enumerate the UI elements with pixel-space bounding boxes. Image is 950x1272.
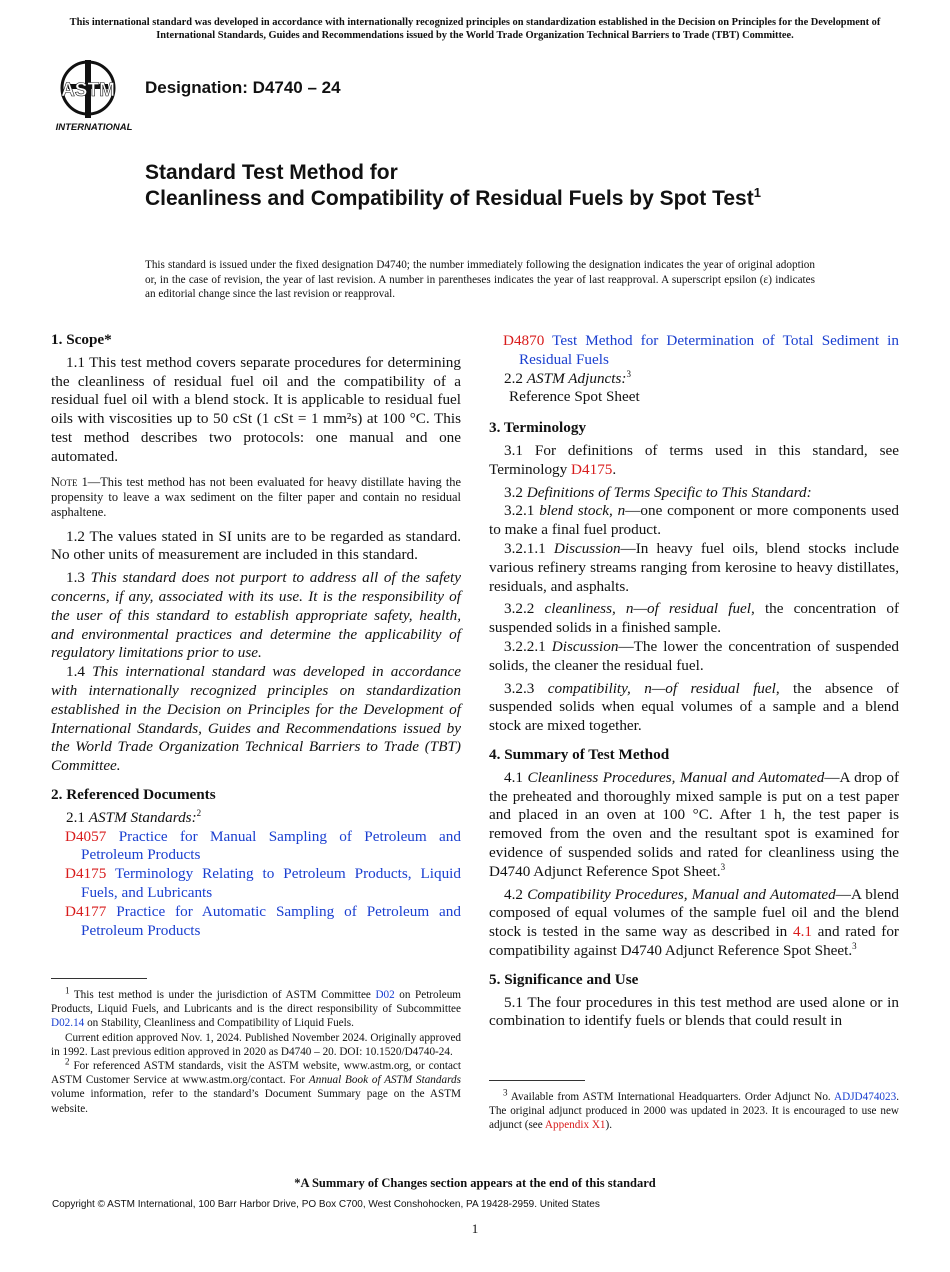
- committee-link[interactable]: D02: [375, 989, 395, 1001]
- para-1-1: 1.1 This test method covers separate procedures for determining the cleanliness of residual fuel oil and the compatibility of a residual fuel oil with a blend stock. It is applicable to residual fuel oils with viscosities up to 50 cSt (1 cSt = 1 mm²s) at 100 °C. This test method describes two protocols: one manual and one automated.: [51, 353, 461, 465]
- ref-d4057: [51, 828, 461, 866]
- section-heading-significance: 5. Significance and Use: [489, 970, 639, 988]
- para-1-2: 1.2 The values stated in SI units are to be regarded as standard. No other units of measurement are included in this standard.: [51, 527, 461, 564]
- svg-text:INTERNATIONAL: INTERNATIONAL: [55, 122, 133, 133]
- para-3-2-1-1: 3.2.1.1 Discussion—In heavy fuel oils, blend stocks include various refinery streams ranging from kerosine to heavy distillates, residuals, and asphalts.: [489, 539, 900, 595]
- para-3-2-2-1: 3.2.2.1 Discussion—The lower the concentration of suspended solids, the cleaner the residual fuel.: [489, 637, 899, 674]
- section-heading-referenced-documents: 2. Referenced Documents: [51, 785, 216, 803]
- ref-d4175: [51, 865, 461, 903]
- footnote-1: $^1$ This test method is under the jurisdiction of ASTM Committee D02 on Petroleum Products, Liquid Fuels, and Lubricants and is the direct responsibility of Subcommittee D02.14 on Stability, Cleanliness and Compatibility of Liquid Fuels.: [51, 985, 461, 1030]
- para-1-3: 1.3 This standard does not purport to address all of the safety concerns, if any, associated with its use. It is the responsibility of the user of this standard to establish appropriate safety, health, and environmental practices and determine the applicability of regulatory limitations prior to use.: [51, 569, 462, 662]
- designation: Designation: D4740 – 24: [145, 78, 341, 97]
- svg-text:ASTM: ASTM: [61, 80, 115, 101]
- para-2-2: 2.2 ASTM Adjuncts:$^3$: [504, 368, 631, 387]
- ref-code-link[interactable]: D4057: [65, 827, 107, 845]
- footnote-rule-left: [51, 978, 147, 979]
- title-line-1: Standard Test Method for: [145, 161, 398, 184]
- para-1-4: 1.4 This international standard was developed in accordance with internationally recognized principles on standardization established in the Decision on Principles for the Development of International Standards, Guides and Recommendations issued by the World Trade Organization Technical Barriers to Trade (TBT) Committee.: [51, 663, 462, 775]
- ref-title-link[interactable]: Practice for Automatic Sampling of Petroleum and Petroleum Products: [81, 902, 461, 939]
- right-column: [489, 332, 899, 1031]
- section-heading-terminology: 3. Terminology: [489, 419, 587, 437]
- para-3-2-1: 3.2.1 blend stock, n—one component or more components used to make a final fuel product.: [489, 502, 899, 539]
- section-heading-summary: 4. Summary of Test Method: [489, 745, 670, 763]
- top-notice: This international standard was developed in accordance with internationally recognized principles on standardization established in the Decision on Principles for the Development of International Standards, Guides and Recommendations issued by the World Trade Organization Technical Barriers to Trade (TBT) Committee.: [69, 17, 881, 41]
- para-4-2: 4.2 Compatibility Procedures, Manual and Automated—A blend composed of equal volumes of the sample fuel oil and the blend stock is tested in the same way as described in 4.1 and rated for compatibility against D4740 Adjunct Reference Spot Sheet.$^3$: [489, 885, 900, 959]
- para-5-1: 5.1 The four procedures in this test method are used alone or in combination to identify fuels or blends that could result in: [489, 993, 899, 1030]
- para-3-2: 3.2 Definitions of Terms Specific to This Standard:: [504, 483, 812, 501]
- para-3-2-3: 3.2.3 compatibility, n—of residual fuel, the absence of suspended solids when equal volumes of a sample and a blend stock are mixed together.: [489, 679, 899, 735]
- footnote-1-edition: Current edition approved Nov. 1, 2024. Published November 2024. Originally approved in 1992. Last previous edition approved in 2020 as D4740 – 20. DOI: 10.1520/D4740-24.: [51, 1031, 461, 1058]
- footnote-rule-right: [489, 1080, 585, 1081]
- ref-title-link[interactable]: Terminology Relating to Petroleum Products, Liquid Fuels, and Lubricants: [81, 865, 461, 901]
- ref-title-link[interactable]: Test Method for Determination of Total Sediment in Residual Fuels: [519, 332, 899, 368]
- para-3-2-2: 3.2.2 cleanliness, n—of residual fuel, the concentration of suspended solids in a finished sample.: [489, 600, 900, 637]
- ref-code-link[interactable]: D4870: [503, 332, 545, 349]
- ref-d4177: [51, 903, 461, 941]
- adjunct-order-link[interactable]: ADJD474023: [834, 1091, 897, 1103]
- summary-of-changes-note: *A Summary of Changes section appears at the end of this standard: [294, 1176, 656, 1190]
- ref-code-link[interactable]: D4175: [65, 865, 107, 883]
- issued-note: This standard is issued under the fixed designation D4740; the number immediately following the designation indicates the year of original adoption or, in the case of revision, the year of last revision. A number in parentheses indicates the year of last reapproval. A superscript epsilon (ε) indicates an editorial change since the last revision or reapproval.: [145, 259, 815, 300]
- title-footnote-marker: 1: [753, 185, 761, 200]
- ref-code-link[interactable]: D4177: [65, 902, 107, 920]
- para-4-1: 4.1 Cleanliness Procedures, Manual and Automated—A drop of the preheated and thoroughly mixed sample is put on a test paper and placed in an oven at 100 °C. After 1 h, the test paper is removed from the oven and the resultant spot is examined for evidence of suspended solids and rated for cleanliness using the D4740 Adjunct Reference Spot Sheet.$^3$: [489, 768, 900, 880]
- para-3-1: 3.1 For definitions of terms used in this standard, see Terminology D4175.: [489, 441, 899, 478]
- copyright: Copyright © ASTM International, 100 Barr Harbor Drive, PO Box C700, West Conshohocken, PA 19428-2959. United States: [52, 1199, 600, 1210]
- title-line-2: Cleanliness and Compatibility of Residual Fuels by Spot Test$^1$: [145, 185, 761, 210]
- para-2-1: 2.1 ASTM Standards:$^2$: [66, 807, 202, 826]
- ref-d4870: [489, 332, 899, 370]
- footnote-2: $^2$ For referenced ASTM standards, visit the ASTM website, www.astm.org, or contact ASTM Customer Service at www.astm.org/contact. For Annual Book of ASTM Standards volume information, refer to the standard’s Document Summary page on the ASTM website.: [51, 1056, 461, 1115]
- footnotes-right: [489, 1087, 899, 1133]
- appendix-x1-link[interactable]: Appendix X1: [544, 1119, 606, 1132]
- adjunct-item: Reference Spot Sheet: [509, 388, 640, 406]
- page-number: 1: [471, 1221, 479, 1236]
- d4175-link[interactable]: D4175: [571, 460, 613, 478]
- footnote-3: $^3$ Available from ASTM International Headquarters. Order Adjunct No. ADJD474023. The original adjunct produced in 2000 was updated in 2023. It is encouraged to use new adjunct (see Appendix X1).: [489, 1087, 899, 1132]
- section-heading-scope: 1. Scope*: [51, 331, 112, 348]
- section-4-1-link[interactable]: 4.1: [792, 923, 812, 941]
- left-column: [51, 331, 461, 940]
- footnotes-left: [51, 985, 461, 1116]
- astm-logo: [52, 56, 136, 134]
- document-title: [145, 160, 845, 212]
- note-1: Note 1—This test method has not been evaluated for heavy distillate having the propensity to leave a wax sediment on the filter paper and contain no residual asphaltene.: [51, 474, 461, 519]
- subcommittee-link[interactable]: D02.14: [51, 1017, 85, 1030]
- ref-title-link[interactable]: Practice for Manual Sampling of Petroleum and Petroleum Products: [81, 827, 461, 864]
